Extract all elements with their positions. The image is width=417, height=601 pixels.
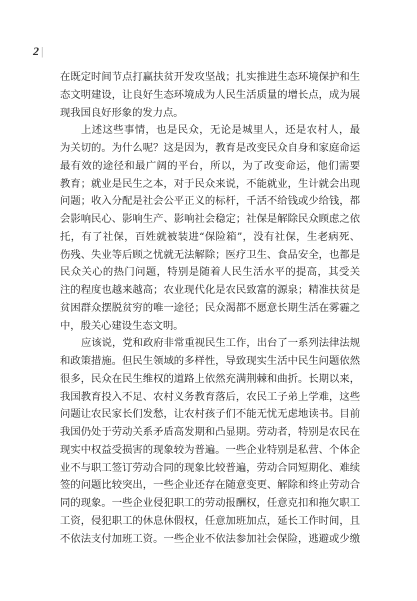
text-line: 伤残、失业等后顾之忧就无法解除；医疗卫生、食品安全，也都是 — [60, 248, 360, 261]
text-line: 业不与职工签订劳动合同的现象比较普遍，劳动合同短期化、难续 — [60, 461, 360, 474]
text-line: 最有效的途径和最广阔的平台，所以，为了改变命运，他们需要 — [60, 159, 360, 172]
text-line: 会影响民心、影响生产、影响社会稳定；社保是解除民众顾虑之依 — [60, 213, 360, 225]
text-line: 我国教育投入不足、农村义务教育落后，农民工子弟上学难，这些 — [60, 390, 360, 403]
text-line: 贫困群众摆脱贫穷的唯一途径；民众渴都不愿意长期生活在雾霾之 — [60, 301, 360, 314]
text-line: 态文明建设，让良好生态环境成为人民生活质量的增长点，成为展 — [60, 88, 360, 101]
text-line: 教育；就业是民生之本，对于民众来说，不能就业，生计就会出现 — [60, 177, 360, 190]
text-line: 签的问题比较突出，一些企业还存在随意变更、解除和终止劳动合 — [60, 479, 360, 492]
paragraph-3 — [60, 335, 360, 548]
text-line: 民众关心的热门问题，特别是随着人民生活水平的提高，其受关 — [60, 266, 360, 279]
text-line: 现我国良好形象的发力点。 — [60, 106, 184, 119]
text-line: 注的程度也越来越高；农业现代化是农民致富的源泉；精准扶贫是 — [60, 284, 360, 296]
page-header — [33, 44, 43, 59]
text-line: 上述这些事情，也是民众，无论是城里人，还是农村人，最 — [81, 124, 360, 137]
text-line: 问题；收入分配是社会公平正义的标杆，千活不给钱或少给钱，都 — [60, 195, 360, 208]
text-line: 问题让农民家长们发愁，让农村孩子们不能无忧无虑地读书。目前 — [60, 408, 360, 421]
header-separator: | — [41, 44, 44, 58]
text-line: 我国仍处于劳动关系矛盾高发期和凸显期。劳动者，特别是农民在 — [60, 426, 360, 438]
text-line: 应该说，党和政府非常重视民生工作，出台了一系列法律法规 — [81, 337, 360, 350]
page-number: 2 — [33, 44, 39, 58]
text-line: 现实中权益受损害的现象较为普遍。一些企业特别是私营、个体企 — [60, 443, 360, 456]
text-line: 和政策措施。但民生领域的多样性，导致现实生活中民生问题依然 — [60, 355, 360, 367]
paragraph-2 — [60, 122, 360, 335]
text-line: 工资，侵犯职工的休息休假权，任意加班加点，延长工作时间，且 — [60, 514, 360, 527]
body-text — [60, 69, 360, 548]
text-line: 为关切的。为什么呢？这是因为，教育是改变民众自身和家庭命运 — [60, 142, 360, 154]
text-line: 不依法支付加班工资。一些企业不依法参加社会保险，逃避或少缴 — [60, 532, 360, 545]
text-line: 同的现象。一些企业侵犯职工的劳动报酬权，任意克扣和拖欠职工 — [60, 497, 360, 509]
text-line: 在既定时间节点打赢扶贫开发攻坚战；扎实推进生态环境保护和生 — [60, 71, 360, 83]
text-line: 很多，民众在民生维权的道路上依然充满荆棘和曲折。长期以来， — [60, 372, 360, 385]
text-line: 托，有了社保，百姓就被装进“保险箱”，没有社保，生老病死、 — [60, 230, 360, 243]
paragraph-1 — [60, 69, 360, 122]
text-line: 中，殷关心建设生态文明。 — [60, 319, 184, 332]
